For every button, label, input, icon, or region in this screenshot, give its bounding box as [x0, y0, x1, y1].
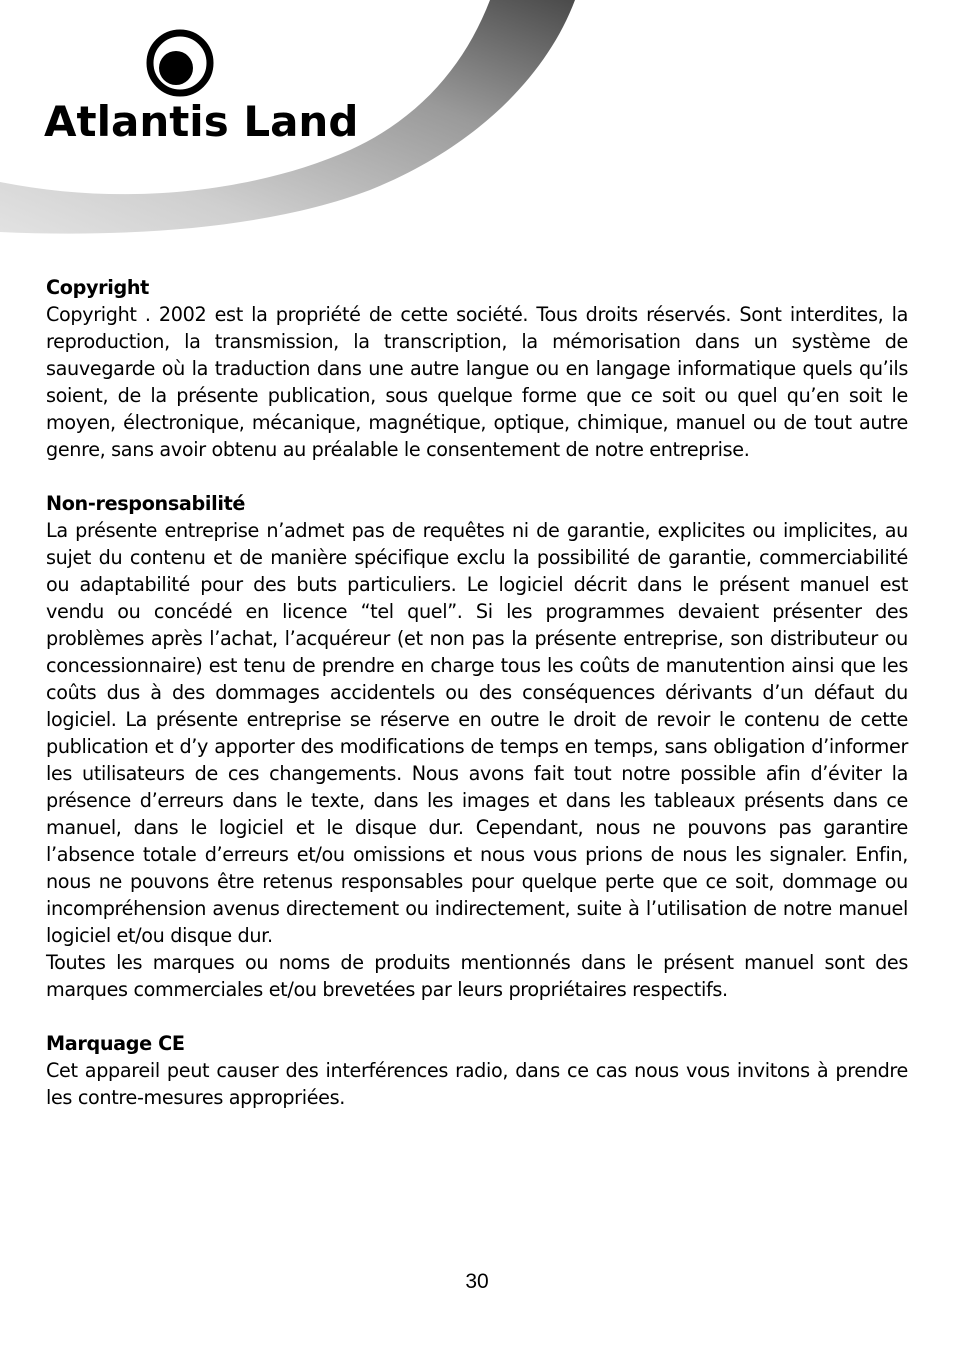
logo-wordmark: Atlantis Land	[44, 97, 359, 146]
atlantis-land-logo	[40, 30, 359, 146]
section-heading: Marquage CE	[46, 1032, 185, 1055]
section-paragraph: Toutes les marques ou noms de produits mentionnés dans le présent manuel sont des marques commerciales et/ou brevetées par leurs propriétaires respectifs.	[46, 951, 908, 1001]
section-paragraph: Copyright . 2002 est la propriété de cette société. Tous droits réservés. Sont interdites, la reproduction, la transmission, la transcription, la mémorisation dans un système de sauvegarde où la traduction dans une autre langue ou en langage informatique quels qu’ils soient, de la présente publication, sous quelque forme que ce soit ou quel qu’en soit le moyen, électronique, mécanique, magnétique, optique, chimique, manuel ou de tout autre genre, sans avoir obtenu au préalable le consentement de notre entreprise.	[46, 303, 908, 461]
section-copyright	[46, 274, 908, 463]
section-heading: Non-responsabilité	[46, 492, 246, 515]
section-heading: Copyright	[46, 276, 149, 299]
section-non-responsabilite	[46, 490, 908, 1003]
page-number: 30	[465, 1270, 489, 1293]
document-body	[46, 274, 908, 1138]
section-paragraph: Cet appareil peut causer des interférences radio, dans ce cas nous vous invitons à prendre les contre-mesures appropriées.	[46, 1059, 908, 1109]
section-marquage-ce	[46, 1030, 908, 1111]
section-paragraph: La présente entreprise n’admet pas de requêtes ni de garantie, explicites ou implicites, au sujet du contenu et de manière spécifique exclu la possibilité de garantie, commerciabilité ou adaptabilité pour des buts particuliers. Le logiciel décrit dans le présent manuel est vendu ou concédé en licence “tel quel”. Si les programmes devaient présenter des problèmes après l’achat, l’acquéreur (et non pas la présente entreprise, son distributeur ou concessionnaire) est tenu de prendre en charge tous les coûts de manutention ainsi que les coûts dus à des dommages accidentels ou des conséquences dérivants d’un défaut du logiciel. La présente entreprise se réserve en outre le droit de revoir le contenu de cette publication et d’y apporter des modifications de temps en temps, sans obligation d’informer les utilisateurs de ces changements. Nous avons fait tout notre possible afin d’éviter la présence d’erreurs dans le texte, dans les images et dans les tableaux présents dans ce manuel, dans le logiciel et le disque dur. Cependant, nous ne pouvons pas garantire l’absence totale d’erreurs et/ou omissions et nous vous prions de nous les signaler. Enfin, nous ne pouvons être retenus responsables pour quelque perte que ce soit, dommage ou incompréhension avenus directement ou indirectement, suite à l’utilisation de notre manuel logiciel et/ou disque dur.	[46, 519, 908, 947]
